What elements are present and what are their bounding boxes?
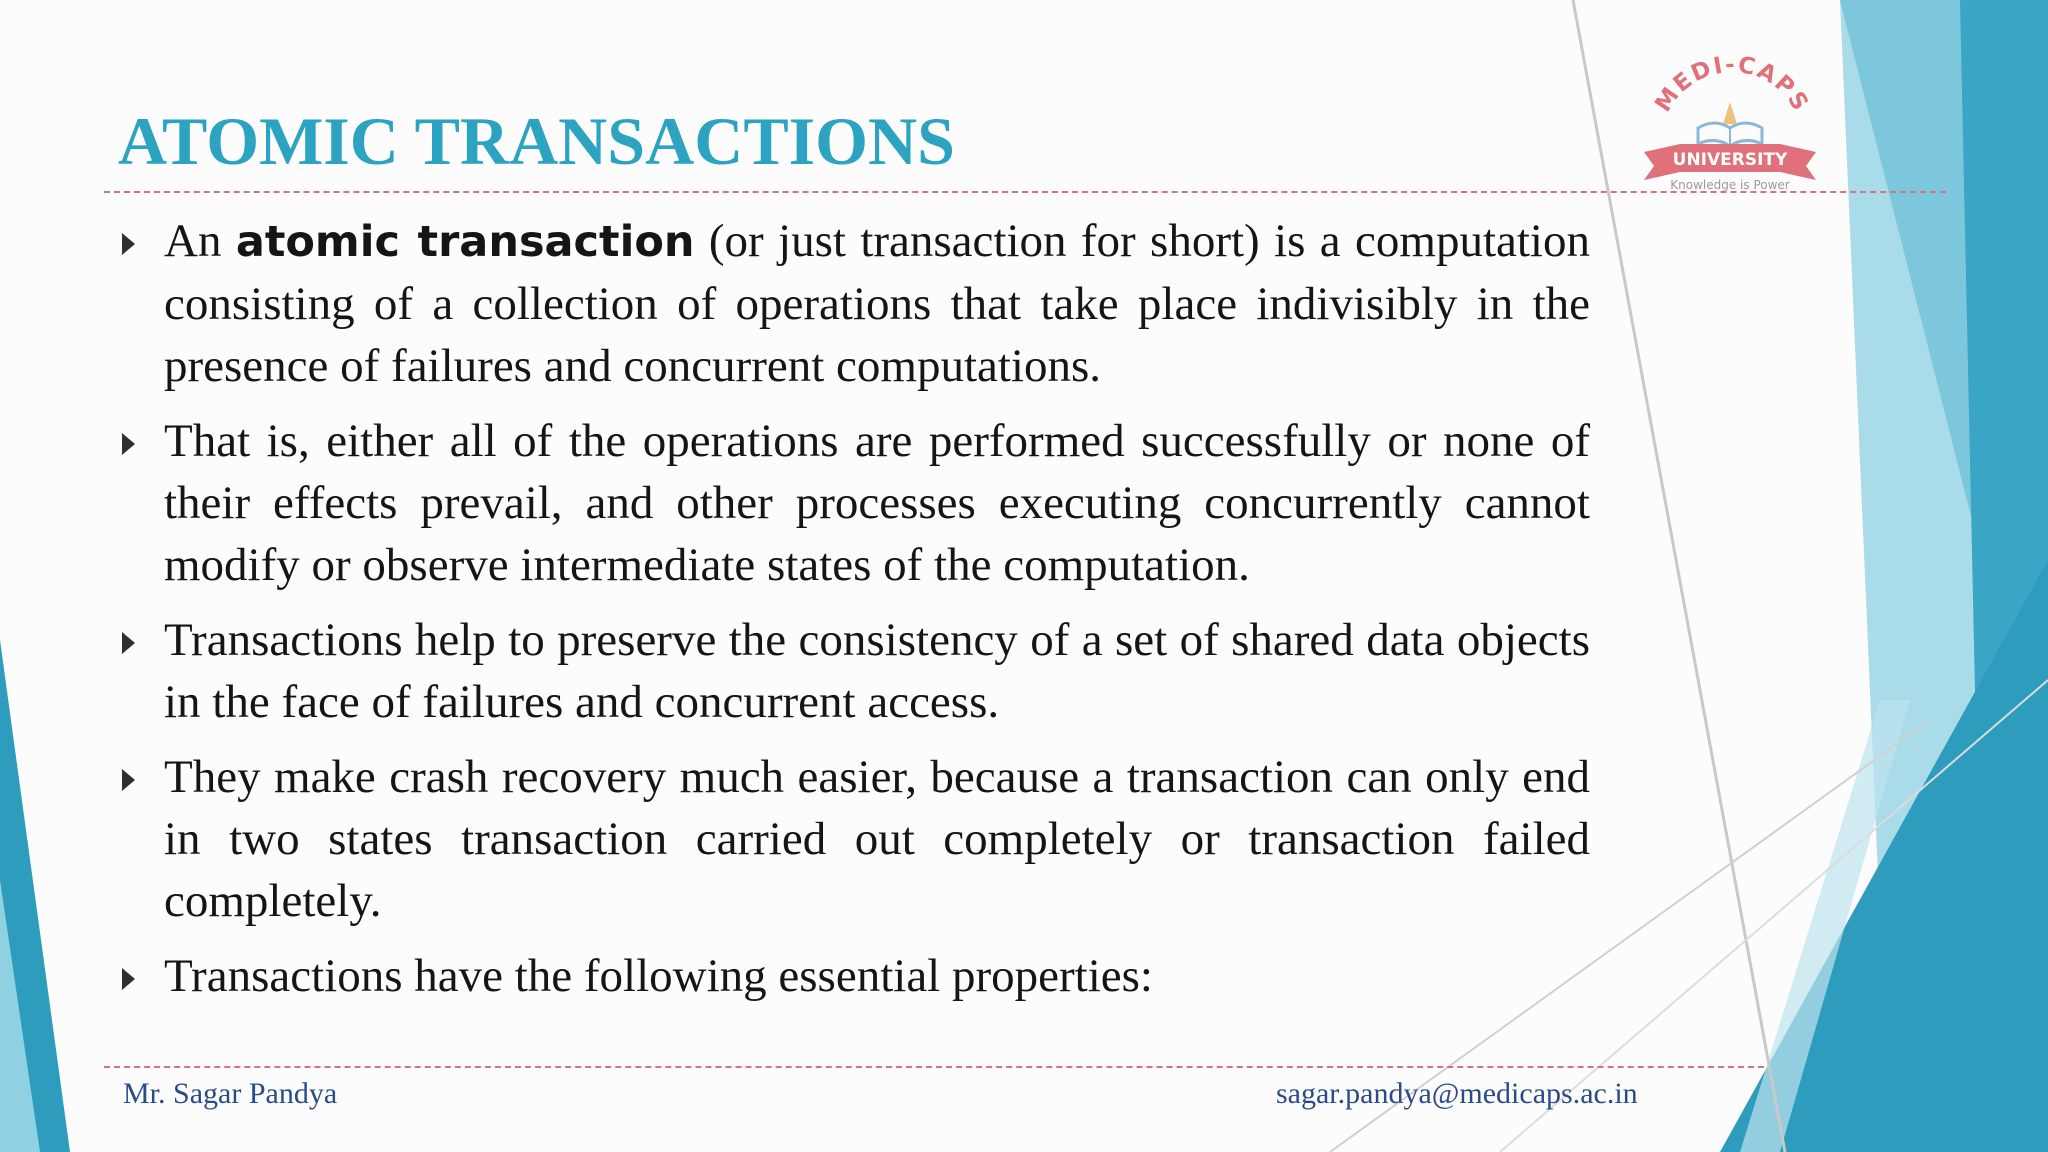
footer-divider [104,1066,1764,1068]
footer-author: Mr. Sagar Pandya [123,1077,338,1110]
bullet-text: They make crash recovery much easier, because a transaction can only end in two states transaction carried out completely or transaction failed completely. [164,751,1590,927]
bullet-item [118,945,1590,1007]
bullet-text: Transactions have the following essential properties: [164,950,1153,1002]
footer-email: sagar.pandya@medicaps.ac.in [1276,1077,1638,1110]
bullet-item [118,609,1590,733]
university-logo [1620,32,1840,192]
bullet-item [118,410,1590,596]
book-icon [1698,102,1762,146]
bullet-arrow-icon [122,968,135,990]
bullet-item [118,210,1590,397]
bullet-text: Transactions help to preserve the consistency of a set of shared data objects in the face of failures and concurrent access. [164,614,1590,728]
logo-tagline: Knowledge is Power [1670,178,1790,192]
bullet-arrow-icon [122,433,135,455]
bullet-text: An atomic transaction (or just transaction for short) is a computation consisting of a collection of operations that take place indivisibly in the presence of failures and concurrent computations. [164,215,1590,392]
svg-text:MEDI-CAPS [1650,52,1813,117]
logo-banner-text: UNIVERSITY [1672,150,1788,170]
logo-arc-text: MEDI-CAPS [1650,51,1814,117]
bullet-arrow-icon [122,233,135,255]
bullet-list [118,210,1590,1020]
bold-term: atomic transaction [235,217,695,267]
bullet-item [118,746,1590,932]
bullet-arrow-icon [122,769,135,791]
bullet-arrow-icon [122,632,135,654]
slide-title: ATOMIC TRANSACTIONS [118,103,955,179]
title-divider [104,191,1946,193]
bullet-text: That is, either all of the operations are performed successfully or none of their effects prevail, and other processes executing concurrently cannot modify or observe intermediate states of the computation. [164,415,1590,591]
